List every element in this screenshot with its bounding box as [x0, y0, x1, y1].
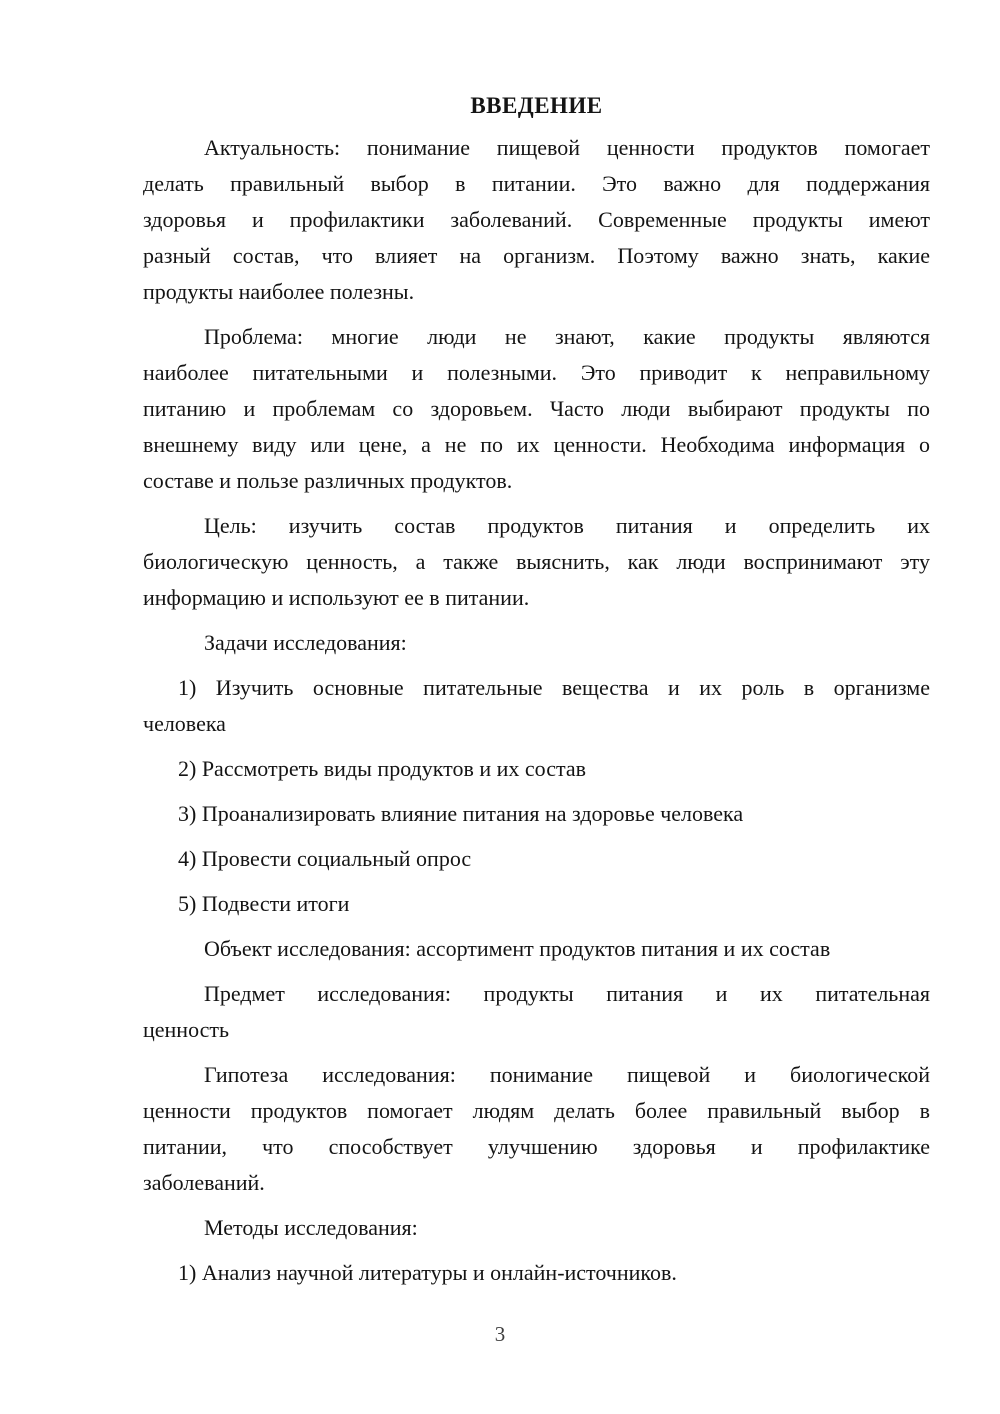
- text-line: ценность: [143, 1017, 230, 1042]
- text-line: Цель: изучить состав продуктов питания и определить их: [204, 513, 930, 538]
- text-line: здоровья и профилактики заболеваний. Современные продукты имеют: [143, 207, 930, 232]
- text-line: 5) Подвести итоги: [178, 891, 350, 916]
- paragraph-2: [143, 319, 930, 499]
- paragraph-8: [143, 841, 930, 877]
- text-line: составе и пользе различных продуктов.: [143, 468, 513, 493]
- text-line: питании, что способствует улучшению здоровья и профилактике: [143, 1134, 930, 1159]
- text-line: делать правильный выбор в питании. Это важно для поддержания: [143, 171, 930, 196]
- text-line: Проблема: многие люди не знают, какие продукты являются: [204, 324, 930, 349]
- text-line: 4) Провести социальный опрос: [178, 846, 472, 871]
- text-line: Задачи исследования:: [204, 630, 407, 655]
- text-line: 3) Проанализировать влияние питания на здоровье человека: [178, 801, 744, 826]
- text-line: Предмет исследования: продукты питания и их питательная: [204, 981, 930, 1006]
- text-line: 1) Изучить основные питательные вещества и их роль в организме: [178, 675, 930, 700]
- paragraph-4: [143, 625, 930, 661]
- text-line: Объект исследования: ассортимент продуктов питания и их состав: [204, 936, 831, 961]
- page-title: ВВЕДЕНИЕ: [470, 93, 603, 118]
- text-line: Методы исследования:: [204, 1215, 418, 1240]
- paragraph-10: [143, 931, 930, 967]
- text-line: разный состав, что влияет на организм. Поэтому важно знать, какие: [143, 243, 930, 268]
- paragraphs-container: [143, 130, 930, 1291]
- paragraph-7: [143, 796, 930, 832]
- text-line: продукты наиболее полезны.: [143, 279, 415, 304]
- text-line: заболеваний.: [143, 1170, 265, 1195]
- text-line: ценности продуктов помогает людям делать более правильный выбор в: [143, 1098, 930, 1123]
- paragraph-13: [143, 1210, 930, 1246]
- text-line: внешнему виду или цене, а не по их ценности. Необходима информация о: [143, 432, 930, 457]
- paragraph-11: [143, 976, 930, 1048]
- paragraph-5: [143, 670, 930, 742]
- paragraph-3: [143, 508, 930, 616]
- text-line: Гипотеза исследования: понимание пищевой и биологической: [204, 1062, 930, 1087]
- text-line: биологическую ценность, а также выяснить, как люди воспринимают эту: [143, 549, 930, 574]
- text-line: Актуальность: понимание пищевой ценности продуктов помогает: [204, 135, 930, 160]
- paragraph-9: [143, 886, 930, 922]
- text-line: наиболее питательными и полезными. Это приводит к неправильному: [143, 360, 930, 385]
- paragraph-6: [143, 751, 930, 787]
- text-line: питанию и проблемам со здоровьем. Часто люди выбирают продукты по: [143, 396, 930, 421]
- text-line: информацию и используют ее в питании.: [143, 585, 530, 610]
- paragraph-1: [143, 130, 930, 310]
- paragraph-14: [143, 1255, 930, 1291]
- text-line: человека: [143, 711, 226, 736]
- paragraph-12: [143, 1057, 930, 1201]
- text-line: 2) Рассмотреть виды продуктов и их состав: [178, 756, 587, 781]
- text-line: 1) Анализ научной литературы и онлайн-источников.: [178, 1260, 677, 1285]
- page-number: 3: [494, 1322, 506, 1346]
- document-body: [143, 88, 930, 1300]
